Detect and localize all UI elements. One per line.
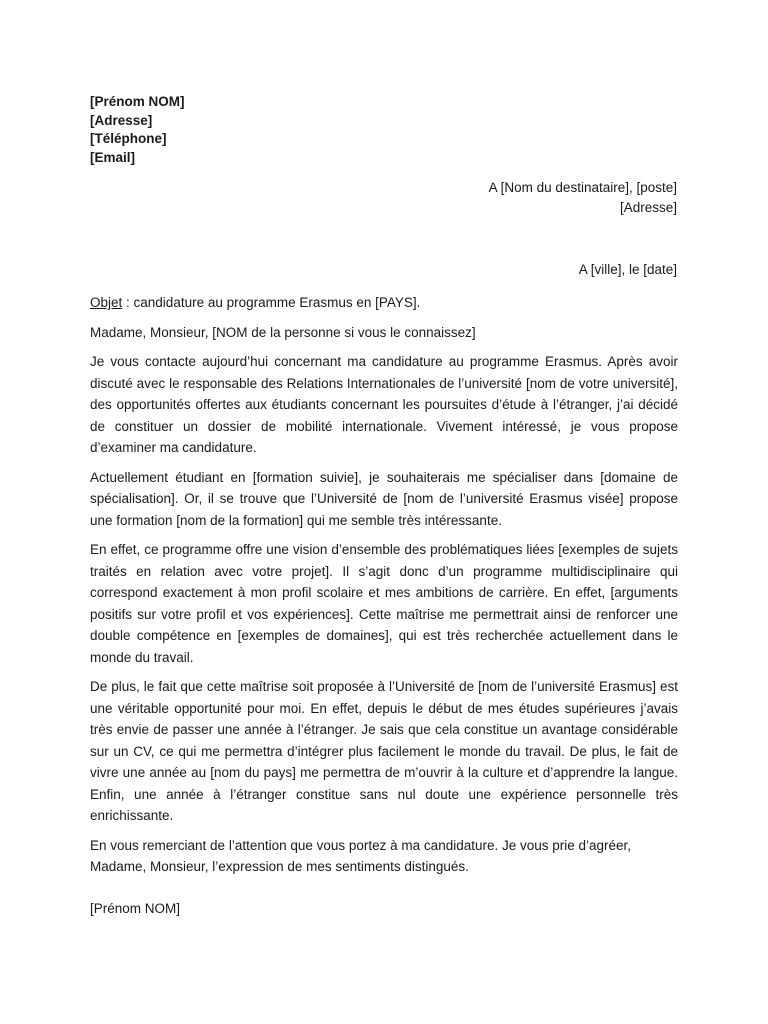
- recipient-block: [489, 178, 677, 218]
- sender-address: [Adresse]: [90, 112, 153, 128]
- paragraph-program: En effet, ce programme offre une vision d’ensemble des problématiques liées [exemples de sujets traités en relation avec votre projet]. Il s’agit donc d’un programme multidisciplinaire qui correspond exactement à mon profil scolaire et mes ambitions de carrière. En effet, [arguments positifs sur votre profil et vos expériences]. Cette maîtrise me permettrait ainsi de renforcer une double compétence en [exemples de domaines], qui est très recherchée actuellement dans le monde du travail.: [90, 542, 678, 665]
- subject-text: : candidature au programme Erasmus en [PAYS].: [122, 295, 421, 310]
- subject-label: Objet: [90, 295, 123, 310]
- place-date: A [ville], le [date]: [578, 262, 677, 277]
- letter-body: [90, 292, 678, 919]
- sender-block: [90, 93, 185, 167]
- paragraph-intro: Je vous contacte aujourd’hui concernant ma candidature au programme Erasmus. Après avoir discuté avec le responsable des Relations Internationales de l’université [nom de votre université], des opportunités offertes aux étudiants concernant les poursuites d’étude à l’étranger, j’ai décidé de constituer un dossier de mobilité internationale. Vivement intéressé, je vous propose d’examiner ma candidature.: [90, 354, 678, 455]
- recipient-name-line: A [Nom du destinataire], [poste]: [488, 180, 677, 195]
- closing-formula: [90, 835, 678, 878]
- recipient-address-line: [Adresse]: [619, 200, 677, 215]
- closing-line-1: En vous remerciant de l’attention que vous portez à ma candidature. Je vous prie d’agréer,: [90, 837, 632, 853]
- closing-line-2: Madame, Monsieur, l’expression de mes sentiments distingués.: [90, 859, 469, 874]
- subject-line: [90, 292, 678, 314]
- signature: [Prénom NOM]: [90, 900, 181, 916]
- sender-phone: [Téléphone]: [90, 131, 167, 146]
- salutation: Madame, Monsieur, [NOM de la personne si vous le connaissez]: [90, 324, 476, 340]
- sender-email: [Email]: [90, 149, 136, 165]
- paragraph-current-studies: Actuellement étudiant en [formation suivie], je souhaiterais me spécialiser dans [domaine de spécialisation]. Or, il se trouve que l’Université de [nom de l’université Erasmus visée] propose une formation [nom de la formation] qui me semble très intéressante.: [90, 469, 678, 528]
- sender-name: [Prénom NOM]: [90, 94, 185, 109]
- paragraph-motivation: De plus, le fait que cette maîtrise soit proposée à l’Université de [nom de l’université Erasmus] est une véritable opportunité pour moi. En effet, depuis le début de mes études supérieures j’avais très envie de passer une année à l’étranger. Je sais que cela constitue un avantage considérable sur un CV, ce qui me permettra d’intégrer plus facilement le monde du travail. De plus, le fait de vivre une année au [nom du pays] me permettra de m’ouvrir à la culture et d’apprendre la langue. Enfin, une année à l’étranger constitue sans nul doute une expérience personnelle très enrichissante.: [90, 679, 678, 823]
